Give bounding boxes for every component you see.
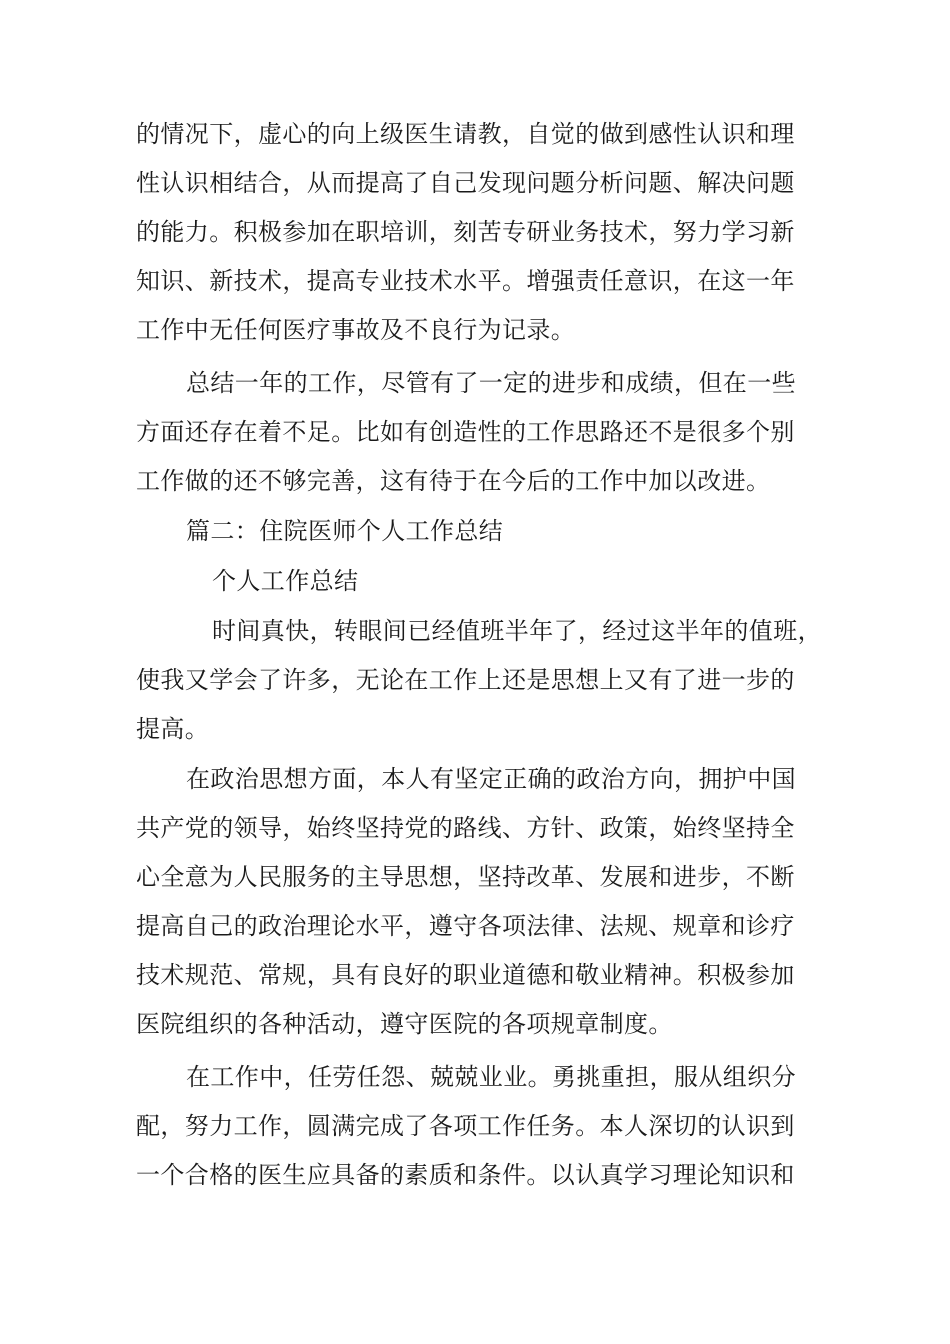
text-line: 心全意为人民服务的主导思想，坚持改革、发展和进步，不断 — [136, 863, 795, 891]
text-line: 工作中无任何医疗事故及不良行为记录。 — [136, 316, 576, 344]
paragraph-first-line: 总结一年的工作，尽管有了一定的进步和成绩，但在一些 — [186, 369, 796, 397]
text-line: 提高。 — [136, 715, 210, 743]
text-line: 一个合格的医生应具备的素质和条件。以认真学习理论知识和 — [136, 1161, 795, 1189]
text-line: 方面还存在着不足。比如有创造性的工作思路还不是很多个别 — [136, 418, 795, 446]
paragraph-first-line: 在工作中，任劳任怨、兢兢业业。勇挑重担，服从组织分 — [186, 1063, 796, 1091]
text-line: 医院组织的各种活动，遵守医院的各项规章制度。 — [136, 1010, 673, 1038]
text-line: 的能力。积极参加在职培训，刻苦专研业务技术，努力学习新 — [136, 218, 795, 246]
text-line: 共产党的领导，始终坚持党的路线、方针、政策，始终坚持全 — [136, 814, 795, 842]
paragraph-first-line: 时间真快，转眼间已经值班半年了，经过这半年的值班， — [212, 617, 822, 645]
text-line: 知识、新技术，提高专业技术水平。增强责任意识，在这一年 — [136, 267, 795, 295]
text-line: 技术规范、常规，具有良好的职业道德和敬业精神。积极参加 — [136, 961, 795, 989]
text-line: 提高自己的政治理论水平，遵守各项法律、法规、规章和诊疗 — [136, 912, 795, 940]
text-line: 性认识相结合，从而提高了自己发现问题分析问题、解决问题 — [136, 169, 795, 197]
text-line: 使我又学会了许多，无论在工作上还是思想上又有了进一步的 — [136, 666, 795, 694]
section-subheading: 个人工作总结 — [212, 567, 359, 595]
text-line: 的情况下，虚心的向上级医生请教，自觉的做到感性认识和理 — [136, 120, 795, 148]
section-heading: 篇二：住院医师个人工作总结 — [186, 517, 504, 545]
text-line: 配，努力工作，圆满完成了各项工作任务。本人深切的认识到 — [136, 1112, 795, 1140]
paragraph-first-line: 在政治思想方面，本人有坚定正确的政治方向，拥护中国 — [186, 765, 796, 793]
text-line: 工作做的还不够完善，这有待于在今后的工作中加以改进。 — [136, 467, 771, 495]
